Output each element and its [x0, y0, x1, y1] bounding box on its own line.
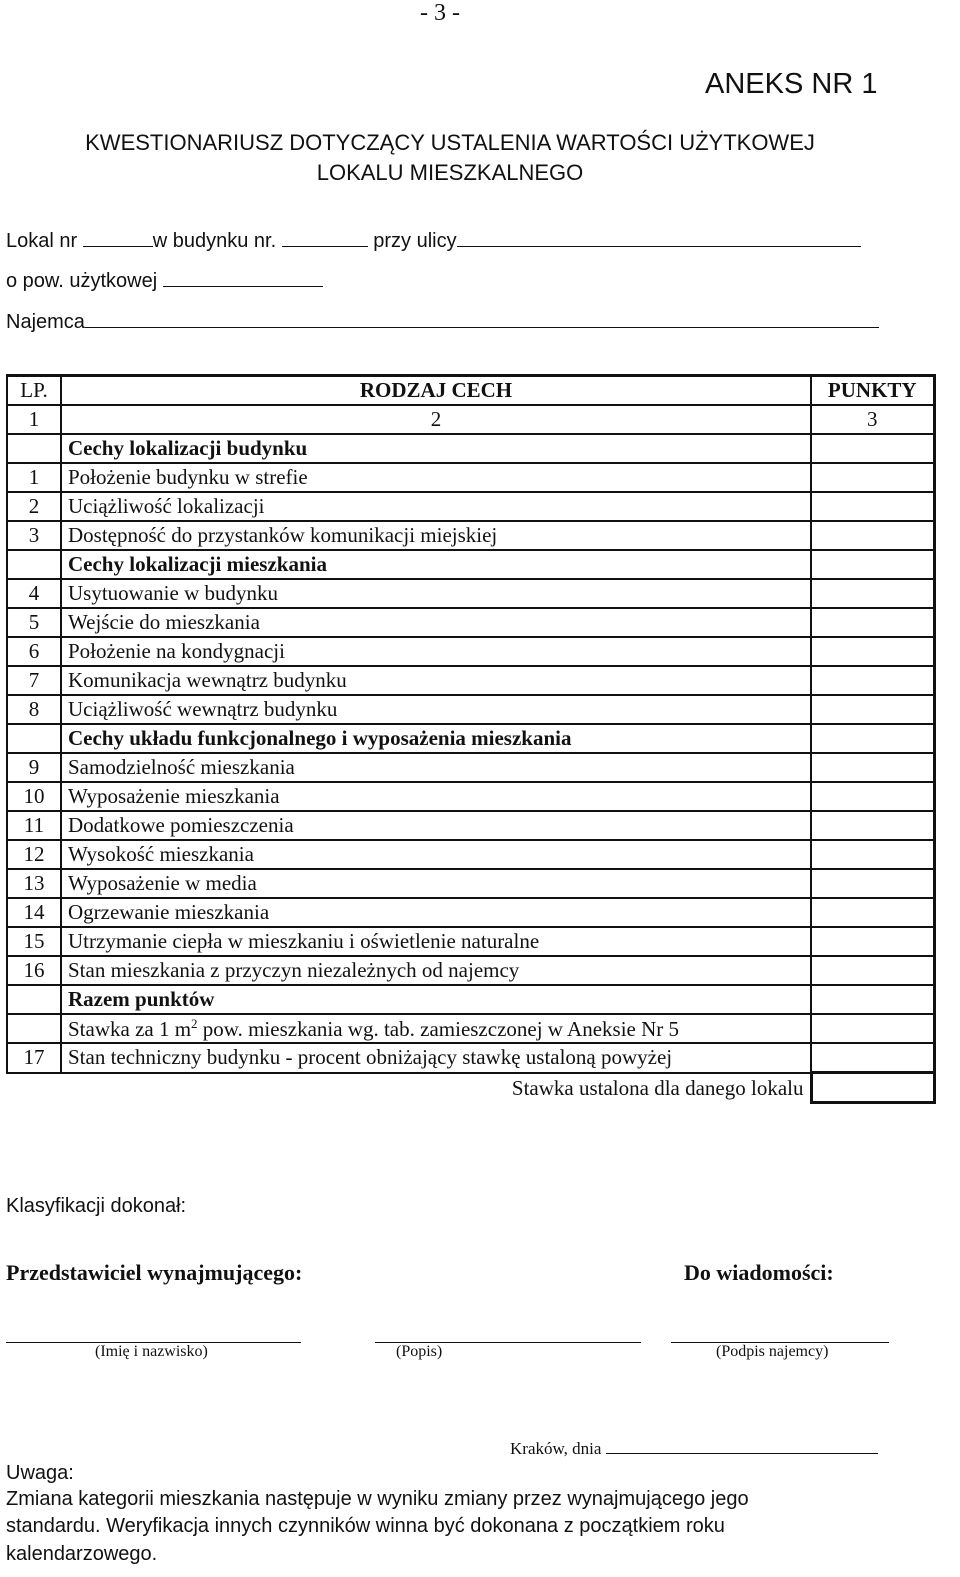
table-row-lp [7, 985, 61, 1014]
points-cell[interactable] [811, 666, 934, 695]
table-row-lp [7, 724, 61, 753]
table-row-label: Uciążliwość wewnątrz budynku [61, 695, 811, 724]
najemca-label: Najemca [6, 311, 85, 333]
header-lp: LP. [7, 376, 61, 406]
lokal-nr-label: Lokal nr [6, 230, 78, 252]
points-cell[interactable] [811, 811, 934, 840]
table-row-label: Wejście do mieszkania [61, 608, 811, 637]
table-row [7, 927, 934, 956]
table-row-label: Dostępność do przystanków komunikacji miejskiej [61, 521, 811, 550]
najemca-field[interactable] [85, 309, 879, 328]
page-number: - 3 - [420, 0, 460, 26]
table-row-lp: 7 [7, 666, 61, 695]
document-title-line1: KWESTIONARIUSZ DOTYCZĄCY USTALENIA WARTOŚCI UŻYTKOWEJ [85, 130, 815, 155]
sig-caption-tenant: (Podpis najemcy) [716, 1343, 829, 1360]
stawka-label: Stawka za 1 $m^2$ pow. mieszkania wg. tab. zamieszczonej w Aneksie Nr 5 [61, 1014, 811, 1043]
points-cell[interactable] [811, 724, 934, 753]
table-row-lp: 16 [7, 956, 61, 985]
points-cell[interactable] [811, 608, 934, 637]
final-row [7, 1073, 934, 1103]
table-row [7, 782, 934, 811]
table-row-label: Utrzymanie ciepła w mieszkaniu i oświetlenie naturalne [61, 927, 811, 956]
table-row-label: Komunikacja wewnątrz budynku [61, 666, 811, 695]
points-cell[interactable] [811, 492, 934, 521]
ulica-field[interactable] [457, 228, 861, 247]
points-cell[interactable] [811, 898, 934, 927]
points-cell[interactable] [811, 956, 934, 985]
table-row [7, 695, 934, 724]
sig-caption-name: (Imię i nazwisko) [95, 1343, 208, 1360]
points-cell[interactable] [811, 782, 934, 811]
table-row [7, 521, 934, 550]
table-row [7, 666, 934, 695]
section-heading: Cechy układu funkcjonalnego i wyposażenia mieszkania [61, 724, 811, 753]
points-cell[interactable] [811, 695, 934, 724]
table-row [7, 637, 934, 666]
table-row-lp: 2 [7, 492, 61, 521]
table-row-lp: 17 [7, 1043, 61, 1073]
area-row [6, 268, 323, 293]
note-line-2: standardu. Weryfikacja innych czynników winna być dokonana z początkiem roku [6, 1515, 725, 1537]
points-cell[interactable] [811, 463, 934, 492]
ulica-label: przy ulicy [373, 230, 457, 252]
powierzchnia-label: o pow. użytkowej [6, 270, 158, 292]
final-points-cell[interactable] [811, 1073, 934, 1103]
table-row [7, 898, 934, 927]
annex-title: ANEKS NR 1 [705, 68, 878, 100]
table-row-label: Stan techniczny budynku - procent obniżający stawkę ustaloną powyżej [61, 1043, 811, 1073]
table-row-label: Dodatkowe pomieszczenia [61, 811, 811, 840]
table-row-label: Uciążliwość lokalizacji [61, 492, 811, 521]
budynek-nr-label: w budynku nr. [152, 230, 277, 252]
points-cell[interactable] [811, 927, 934, 956]
table-header-row [7, 376, 934, 406]
table-row-lp: 13 [7, 869, 61, 898]
table-section-row [7, 985, 934, 1014]
header-rodzaj-cech: RODZAJ CECH [61, 376, 811, 406]
note-line-3: kalendarzowego. [6, 1543, 158, 1565]
krakow-label: Kraków, dnia [510, 1439, 602, 1458]
table-row-label: Ogrzewanie mieszkania [61, 898, 811, 927]
stawka-row [7, 1014, 934, 1043]
row-17-points-cell[interactable] [811, 1043, 934, 1073]
table-row-lp [7, 434, 61, 463]
points-cell[interactable] [811, 637, 934, 666]
table-row-lp: 11 [7, 811, 61, 840]
table-row-label: Położenie na kondygnacji [61, 637, 811, 666]
section-heading: Cechy lokalizacji mieszkania [61, 550, 811, 579]
table-row-label: Stan mieszkania z przyczyn niezależnych od najemcy [61, 956, 811, 985]
table-row [7, 608, 934, 637]
features-table [6, 374, 936, 1104]
table-row [7, 579, 934, 608]
table-row-lp [7, 1014, 61, 1043]
table-row-label: Wyposażenie mieszkania [61, 782, 811, 811]
table-row-lp [7, 550, 61, 579]
date-field[interactable] [606, 1439, 878, 1454]
points-cell[interactable] [811, 521, 934, 550]
powierzchnia-field[interactable] [163, 268, 323, 287]
col-num-3: 3 [811, 405, 934, 434]
table-row [7, 811, 934, 840]
table-row-lp: 15 [7, 927, 61, 956]
table-row [7, 956, 934, 985]
przedstawiciel-label: Przedstawiciel wynajmującego: [6, 1260, 303, 1285]
table-row-lp: 6 [7, 637, 61, 666]
krakow-date-row [510, 1439, 878, 1459]
table-row-lp: 3 [7, 521, 61, 550]
table-row-lp: 5 [7, 608, 61, 637]
address-row [6, 228, 861, 253]
table-row [7, 753, 934, 782]
table-row-label: Samodzielność mieszkania [61, 753, 811, 782]
header-punkty: PUNKTY [811, 376, 934, 406]
col-num-2: 2 [61, 405, 811, 434]
do-wiadomosci-label: Do wiadomości: [684, 1260, 834, 1285]
table-row-label: Wyposażenie w media [61, 869, 811, 898]
table-section-row [7, 434, 934, 463]
section-heading: Cechy lokalizacji budynku [61, 434, 811, 463]
uwaga-label: Uwaga: [6, 1462, 74, 1484]
table-row-lp: 12 [7, 840, 61, 869]
klasyfikacji-label: Klasyfikacji dokonał: [6, 1195, 187, 1217]
document-title-line2: LOKALU MIESZKALNEGO [316, 160, 584, 185]
table-section-row [7, 724, 934, 753]
table-row [7, 869, 934, 898]
table-row-label: Usytuowanie w budynku [61, 579, 811, 608]
table-row-lp: 4 [7, 579, 61, 608]
stawka-points-cell[interactable] [811, 1014, 934, 1043]
row-17 [7, 1043, 934, 1073]
table-row-label: Położenie budynku w strefie [61, 463, 811, 492]
table-row-lp: 8 [7, 695, 61, 724]
final-label: Stawka ustalona dla danego lokalu [61, 1073, 811, 1103]
column-number-row [7, 405, 934, 434]
budynek-nr-field[interactable] [282, 228, 368, 247]
points-cell[interactable] [811, 579, 934, 608]
points-cell[interactable] [811, 434, 934, 463]
table-row-label: Wysokość mieszkania [61, 840, 811, 869]
points-cell[interactable] [811, 985, 934, 1014]
table-row [7, 840, 934, 869]
table-row-lp: 14 [7, 898, 61, 927]
points-cell[interactable] [811, 869, 934, 898]
table-row-lp: 9 [7, 753, 61, 782]
tenant-row [6, 309, 879, 334]
table-section-row [7, 550, 934, 579]
table-row [7, 463, 934, 492]
section-heading: Razem punktów [61, 985, 811, 1014]
points-cell[interactable] [811, 840, 934, 869]
table-row [7, 492, 934, 521]
lokal-nr-field[interactable] [83, 228, 153, 247]
points-cell[interactable] [811, 550, 934, 579]
col-num-1: 1 [7, 405, 61, 434]
table-row-lp: 1 [7, 463, 61, 492]
table-row-lp: 10 [7, 782, 61, 811]
table-body [7, 434, 934, 1014]
sig-caption-popis: (Popis) [396, 1343, 443, 1360]
note-line-1: Zmiana kategorii mieszkania następuje w wyniku zmiany przez wynajmującego jego [6, 1488, 749, 1510]
points-cell[interactable] [811, 753, 934, 782]
